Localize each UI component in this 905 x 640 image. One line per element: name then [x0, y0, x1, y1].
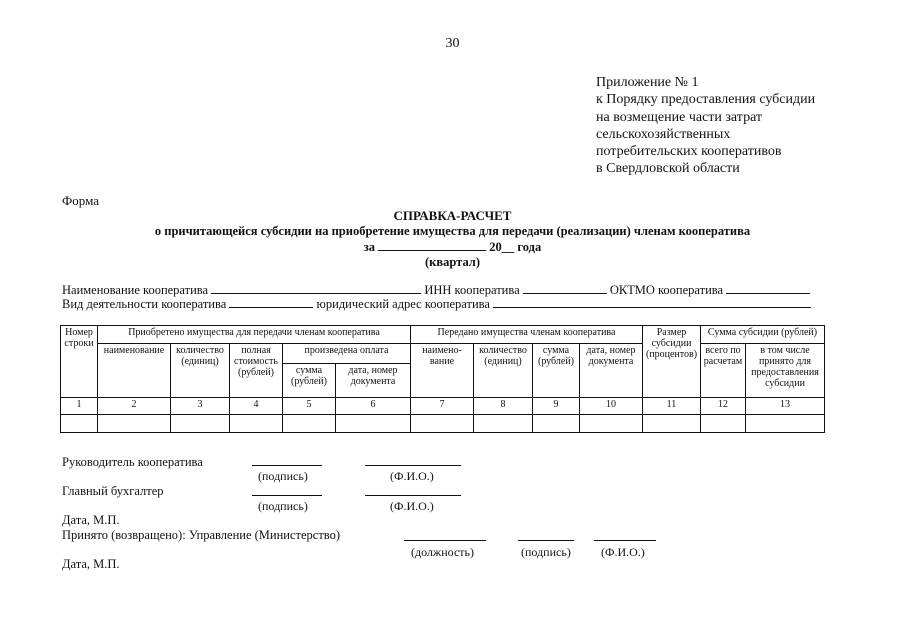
activity-label: Вид деятельности кооператива [62, 297, 227, 311]
inn-label: ИНН кооператива [424, 283, 520, 297]
col-number: 4 [230, 398, 283, 415]
header-paid-sum: сумма (рублей) [283, 364, 336, 398]
oktmo-label: ОКТМО кооператива [609, 283, 724, 297]
col-number: 9 [533, 398, 580, 415]
accountant-sign-line[interactable] [252, 495, 322, 496]
header-subsidy-size: Размер субсидии (процентов) [643, 326, 701, 398]
col-number: 5 [283, 398, 336, 415]
head-sign-line[interactable] [252, 465, 322, 466]
header-tr-qty: количество (единиц) [474, 344, 533, 398]
appendix-block [596, 74, 815, 178]
period-hint: (квартал) [425, 255, 480, 269]
period-prefix: за [363, 240, 376, 254]
date-mp-label: Дата, М.П. [62, 513, 120, 527]
period-year: 20__ года [489, 240, 542, 254]
table-cell[interactable] [61, 415, 98, 433]
head-label: Руководитель кооператива [62, 455, 203, 469]
inn-field[interactable] [523, 282, 607, 294]
accepted-fio-line[interactable] [594, 540, 656, 541]
header-subsidy-sum: Сумма субсидии (рублей) [701, 326, 825, 344]
col-number: 1 [61, 398, 98, 415]
period-line [0, 239, 905, 255]
header-total: всего по расчетам [701, 344, 746, 398]
header-tr-name: наимено-вание [411, 344, 474, 398]
header-full-cost: полная стоимость (рублей) [230, 344, 283, 398]
accountant-sign-hint: (подпись) [258, 499, 308, 513]
page-number: 30 [445, 36, 460, 51]
header-name: наименование [98, 344, 171, 398]
col-number: 10 [580, 398, 643, 415]
oktmo-field[interactable] [726, 282, 810, 294]
header-qty: количество (единиц) [171, 344, 230, 398]
accountant-fio-hint: (Ф.И.О.) [390, 499, 434, 513]
col-number: 12 [701, 398, 746, 415]
appendix-line: потребительских кооперативов [596, 144, 782, 160]
col-number: 13 [746, 398, 825, 415]
header-paid-doc: дата, номер документа [336, 364, 411, 398]
appendix-line: к Порядку предоставления субсидии [596, 92, 816, 108]
activity-field[interactable] [229, 296, 313, 308]
accountant-label: Главный бухгалтер [62, 484, 164, 498]
coop-name-label: Наименование кооператива [62, 283, 209, 297]
table-cell[interactable] [701, 415, 746, 433]
table-cell[interactable] [411, 415, 474, 433]
table-cell[interactable] [580, 415, 643, 433]
address-label: юридический адрес кооператива [316, 297, 490, 311]
table-cell[interactable] [746, 415, 825, 433]
header-acquired: Приобретено имущества для передачи членам кооператива [98, 326, 411, 344]
form-label: Форма [62, 193, 99, 208]
accepted-sign-line[interactable] [518, 540, 574, 541]
head-fio-line[interactable] [365, 465, 461, 466]
accepted-fio-hint: (Ф.И.О.) [601, 545, 645, 559]
table-cell[interactable] [230, 415, 283, 433]
header-tr-sum: сумма (рублей) [533, 344, 580, 398]
appendix-line: на возмещение части затрат [596, 109, 763, 125]
col-number: 2 [98, 398, 171, 415]
position-line[interactable] [404, 540, 486, 541]
coop-name-field[interactable] [211, 282, 421, 294]
header-row-number: Номер строки [61, 326, 98, 398]
accepted-sign-hint: (подпись) [521, 545, 571, 559]
col-number: 3 [171, 398, 230, 415]
appendix-line: Приложение № 1 [596, 75, 699, 90]
table-cell[interactable] [171, 415, 230, 433]
table-cell[interactable] [283, 415, 336, 433]
activity-line [62, 296, 811, 312]
header-included: в том числе принято для предоставления субсидии [746, 344, 825, 398]
table-cell[interactable] [474, 415, 533, 433]
head-sign-hint: (подпись) [258, 469, 308, 483]
date-mp-label-2: Дата, М.П. [62, 557, 120, 571]
col-number: 11 [643, 398, 701, 415]
table-cell[interactable] [336, 415, 411, 433]
address-field[interactable] [493, 296, 811, 308]
appendix-line: в Свердловской области [596, 161, 740, 177]
calculation-table [60, 325, 825, 433]
accepted-label: Принято (возвращено): Управление (Министерство) [62, 528, 341, 542]
document-subtitle: о причитающейся субсидии на приобретение имущества для передачи (реализации) членам кооператива [154, 224, 751, 238]
quarter-field[interactable] [378, 239, 486, 251]
table-row [61, 415, 825, 433]
header-tr-doc: дата, номер документа [580, 344, 643, 398]
col-number: 7 [411, 398, 474, 415]
table-cell[interactable] [98, 415, 171, 433]
accountant-fio-line[interactable] [365, 495, 461, 496]
header-paid: произведена оплата [283, 344, 411, 364]
head-fio-hint: (Ф.И.О.) [390, 469, 434, 483]
table-cell[interactable] [643, 415, 701, 433]
appendix-line: сельскохозяйственных [596, 126, 731, 142]
col-number: 8 [474, 398, 533, 415]
col-number: 6 [336, 398, 411, 415]
header-transferred: Передано имущества членам кооператива [411, 326, 643, 344]
position-hint: (должность) [411, 545, 474, 559]
table-cell[interactable] [533, 415, 580, 433]
document-title: СПРАВКА-РАСЧЕТ [393, 208, 512, 223]
